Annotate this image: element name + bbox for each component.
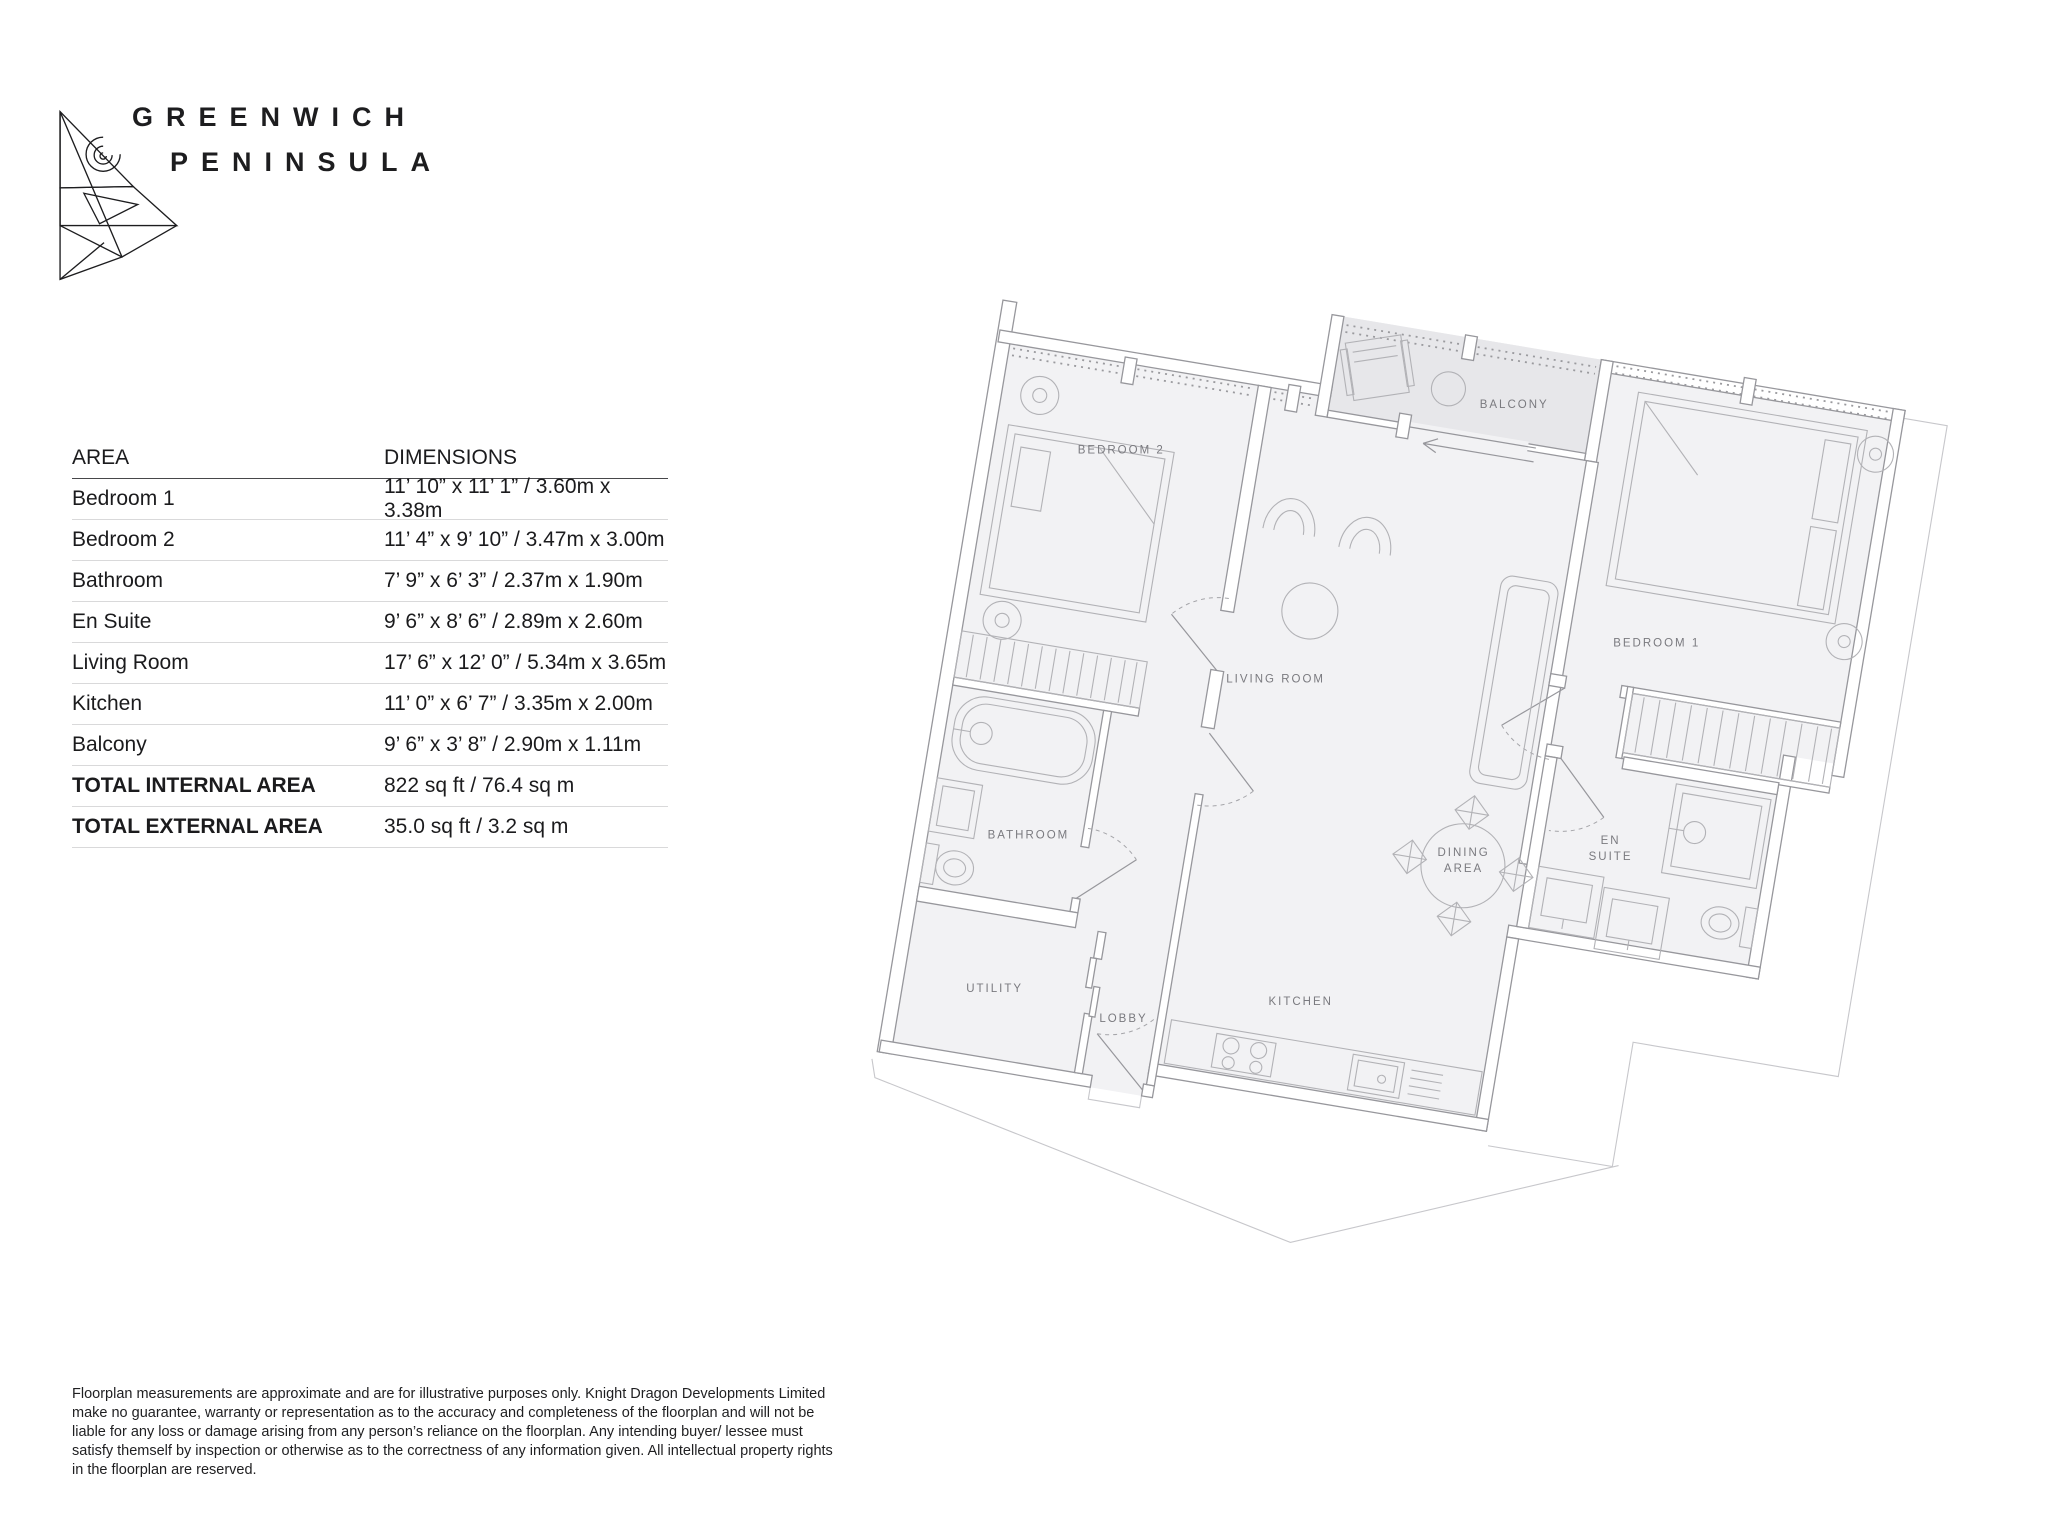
table-header-dimensions: DIMENSIONS: [384, 446, 518, 469]
area-cell: Bedroom 1: [72, 487, 175, 510]
disclaimer-text: [72, 1385, 852, 1480]
dimensions-cell: 11’ 4” x 9’ 10” / 3.47m x 3.00m: [384, 528, 665, 551]
brand-name-line2: PENINSULA: [170, 147, 444, 177]
area-cell: Bedroom 2: [72, 528, 175, 551]
room-label-balcony: BALCONY: [1479, 398, 1549, 411]
room-label-ensuite: EN: [1600, 834, 1621, 847]
room-label-bedroom1: BEDROOM 1: [1613, 637, 1701, 650]
dimensions-cell: 11’ 0” x 6’ 7” / 3.35m x 2.00m: [384, 692, 653, 715]
dimensions-cell: 9’ 6” x 3’ 8” / 2.90m x 1.11m: [384, 733, 642, 756]
disclaimer-line: Floorplan measurements are approximate and are for illustrative purposes only. Knight Dragon Developments Limited: [72, 1386, 826, 1402]
dimensions-table: [72, 438, 668, 848]
room-label-kitchen: KITCHEN: [1268, 995, 1333, 1008]
table-row: [72, 475, 668, 522]
table-row: [72, 807, 668, 848]
brand-name-line1: GREENWICH: [132, 102, 417, 132]
disclaimer-line: liable for any loss or damage arising from any person’s reliance on the floorplan. Any intending buyer/ lessee must: [72, 1424, 803, 1440]
disclaimer-line: make no guarantee, warranty or representation as to the accuracy and completeness of the floorplan and will not be: [72, 1405, 815, 1421]
table-row: [72, 766, 668, 807]
dimensions-cell: 17’ 6” x 12’ 0” / 5.34m x 3.65m: [384, 651, 667, 674]
table-header-area: AREA: [72, 446, 130, 469]
room-label-dining: AREA: [1443, 862, 1484, 875]
room-label-dining: DINING: [1437, 846, 1490, 859]
room-label-ensuite: SUITE: [1588, 850, 1633, 863]
table-row: [72, 725, 668, 766]
dimensions-cell: 9’ 6” x 8’ 6” / 2.89m x 2.60m: [384, 610, 643, 633]
disclaimer-line: satisfy themself by inspection or otherwise as to the correctness of any information given. All intellectual property rights: [72, 1443, 833, 1459]
area-cell: Kitchen: [72, 692, 143, 715]
floorplan-drawing: [600, 180, 2020, 1300]
room-label-bedroom2: BEDROOM 2: [1077, 444, 1165, 457]
area-cell: Balcony: [72, 733, 147, 756]
table-row: [72, 520, 668, 561]
table-body: [72, 475, 668, 848]
greenwich-peninsula-logo-icon: [50, 108, 185, 283]
dimensions-cell: 822 sq ft / 76.4 sq m: [384, 774, 575, 797]
area-cell: Bathroom: [72, 569, 164, 592]
table-row: [72, 561, 668, 602]
dimensions-cell: 35.0 sq ft / 3.2 sq m: [384, 815, 569, 838]
table-row: [72, 643, 668, 684]
dimensions-cell: 7’ 9” x 6’ 3” / 2.37m x 1.90m: [384, 569, 643, 592]
room-label-bathroom: BATHROOM: [987, 829, 1070, 842]
room-label-utility: UTILITY: [966, 983, 1024, 996]
room-label-lobby: LOBBY: [1099, 1012, 1148, 1025]
brand-logo: [50, 100, 470, 290]
area-cell: TOTAL INTERNAL AREA: [72, 774, 316, 797]
area-cell: Living Room: [72, 651, 189, 674]
area-cell: En Suite: [72, 610, 152, 633]
table-header-row: [72, 438, 668, 479]
table-row: [72, 602, 668, 643]
dimensions-cell: 11’ 10” x 11’ 1” / 3.60m x 3.38m: [384, 475, 611, 522]
table-row: [72, 684, 668, 725]
area-cell: TOTAL EXTERNAL AREA: [72, 815, 323, 838]
disclaimer-line: in the floorplan are reserved.: [72, 1462, 257, 1478]
room-label-living: LIVING ROOM: [1226, 673, 1325, 686]
